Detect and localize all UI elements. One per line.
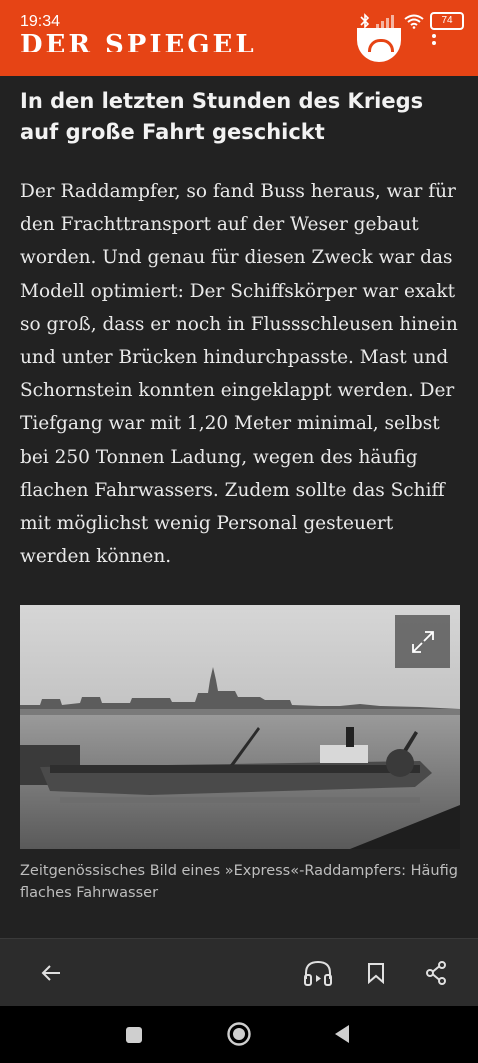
system-back-button[interactable] [332, 1023, 352, 1049]
circle-icon [226, 1021, 252, 1047]
expand-image-button[interactable] [395, 615, 450, 668]
recents-button[interactable] [124, 1025, 144, 1049]
listen-button[interactable] [302, 957, 334, 989]
share-button[interactable] [420, 957, 452, 989]
system-navigation-bar [0, 1006, 478, 1063]
article-headline: In den letzten Stunden des Kriegs auf große Fahrt geschickt [20, 89, 424, 144]
more-vert-icon[interactable] [432, 34, 438, 48]
article-paragraph: Der Raddampfer, so fand Buss heraus, war für den Frachttransport auf der Weser gebaut worden. Und genau für diesen Zweck war das Modell optimiert: Der Schiffskörper war exakt so groß, dass er noch in Flussschleusen hinein und unter Brücken hindurchpasste. Mast und Schornstein konnten eingeklappt werden. Der Tiefgang war mit 1,20 Meter minimal, selbst bei 250 Tonnen Ladung, wegen des häufig flachen Fahrwassers. Zudem sollte das Schiff mit möglichst wenig Personal gesteuert werden können. [20, 181, 458, 568]
expand-icon [409, 628, 437, 656]
wifi-icon [404, 14, 424, 29]
bookmark-button[interactable] [360, 957, 392, 989]
battery-indicator: 74 [430, 12, 464, 30]
bookmark-icon [367, 962, 385, 984]
square-icon [124, 1025, 144, 1045]
image-caption: Zeitgenössisches Bild eines »Express«-Raddampfers: Häufig flaches Fahrwasser [20, 863, 458, 901]
headphones-icon [303, 959, 333, 987]
bottom-toolbar [0, 938, 478, 1007]
signal-icon [376, 14, 398, 28]
bluetooth-icon [360, 13, 370, 29]
article-photo[interactable] [20, 605, 460, 849]
home-button[interactable] [226, 1021, 252, 1051]
app-header [0, 0, 478, 76]
share-icon [425, 961, 447, 985]
triangle-back-icon [332, 1023, 352, 1045]
status-time: 19:34 [20, 13, 61, 30]
spiegel-logo[interactable]: DER SPIEGEL [20, 30, 257, 52]
paddle-steamer-photo [20, 605, 460, 849]
user-avatar-icon[interactable] [357, 28, 401, 62]
back-button[interactable] [35, 957, 67, 989]
arrow-left-icon [40, 962, 62, 984]
